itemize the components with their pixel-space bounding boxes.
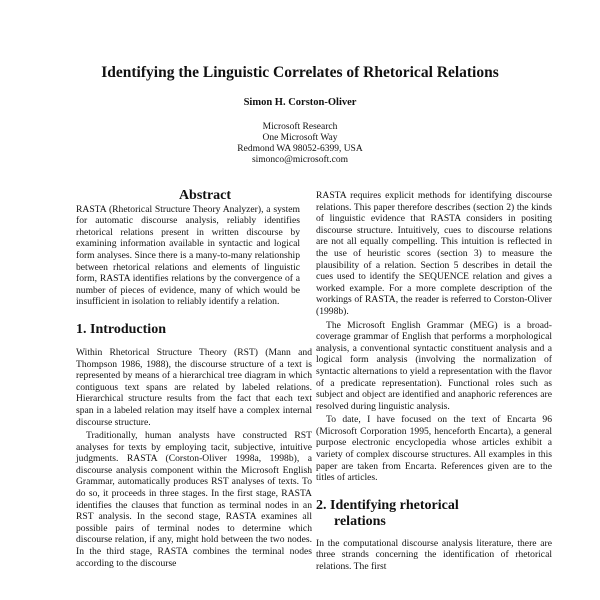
section-heading-line: relations — [334, 513, 386, 529]
author-affiliation — [0, 122, 600, 166]
author-name: Simon H. Corston-Oliver — [243, 97, 357, 108]
paragraph: Traditionally, human analysts have constructed RST analyses for texts by employing tacit, subjective, intuitive judgments. RASTA (Corston-Oliver 1998a, 1998b), a discourse analysis component within the Microsoft English Grammar, automatically produces RST analyses of texts. To do so, it proceeds in three stages. In the first stage, RASTA identifies the clauses that function as terminal nodes in an RST analysis. In the second stage, RASTA examines all possible pairs of terminal nodes to determine which discourse relation, if any, might hold between the two nodes. In the third stage, RASTA combines the terminal nodes according to the discourse — [76, 430, 312, 569]
paragraph: The Microsoft English Grammar (MEG) is a broad-coverage grammar of English that performs a morphological analysis, a conventional syntactic constituent analysis and a logical form analysis (involving the normalization of syntactic alternations to yield a representation with the flavor of a predicate representation). Functional roles such as subject and object are identified and anaphoric references are resolved during linguistic analysis. — [316, 319, 552, 412]
affiliation-line: Redmond WA 98052-6399, USA — [237, 144, 363, 154]
affiliation-line: One Microsoft Way — [262, 133, 338, 143]
section-heading-line: 2. Identifying rhetorical — [316, 497, 459, 513]
paragraph: RASTA requires explicit methods for identifying discourse relations. This paper therefore describes (section 2) the kinds of linguistic evidence that RASTA considers in positing discourse structure. Intuitively, cues to discourse relations are not all equally compelling. This intuition is reflected in the use of heuristic scores (section 3) to measure the plausibility of a relation. Section 5 describes in detail the cues used to identify the SEQUENCE relation and gives a worked example. For a more complete description of the workings of RASTA, the reader is referred to Corston-Oliver (1998b). — [316, 190, 552, 317]
section-heading-identifying-relations — [316, 498, 552, 530]
left-column — [76, 190, 312, 571]
paragraph: In the computational discourse analysis literature, there are three strands concerning the identification of rhetorical relations. The first — [316, 537, 552, 573]
paragraph: Within Rhetorical Structure Theory (RST) (Mann and Thompson 1986, 1988), the discourse structure of a text is represented by means of a hierarchical tree diagram in which contiguous text spans are related by labeled relations. Hierarchical structure results from the fact that each text span in a labeled relation may itself have a complex internal discourse structure. — [76, 346, 312, 428]
right-column — [316, 190, 552, 575]
affiliation-line: Microsoft Research — [262, 122, 338, 132]
paper-title: Identifying the Linguistic Correlates of Rhetorical Relations — [101, 64, 499, 81]
paragraph: To date, I have focused on the text of Encarta 96 (Microsoft Corporation 1995, henceforth Encarta), a general purpose electronic encyclopedia whose articles exhibit a variety of complex discourse structures. All examples in this paper are taken from Encarta. References given are to the titles of articles. — [316, 414, 552, 484]
abstract-text: RASTA (Rhetorical Structure Theory Analyzer), a system for automatic discourse analysis, reliably identifies rhetorical relations present in written discourse by examining information available in syntactic and logical form analyses. Since there is a many-to-many relationship between rhetorical relations and elements of linguistic form, RASTA identifies relations by the convergence of a number of pieces of evidence, many of which would be insufficient in isolation to reliably identify a relation. — [76, 203, 300, 308]
author-email: simonco@microsoft.com — [251, 155, 349, 165]
abstract-heading: Abstract — [178, 188, 232, 203]
section-heading-introduction: 1. Introduction — [76, 321, 166, 337]
